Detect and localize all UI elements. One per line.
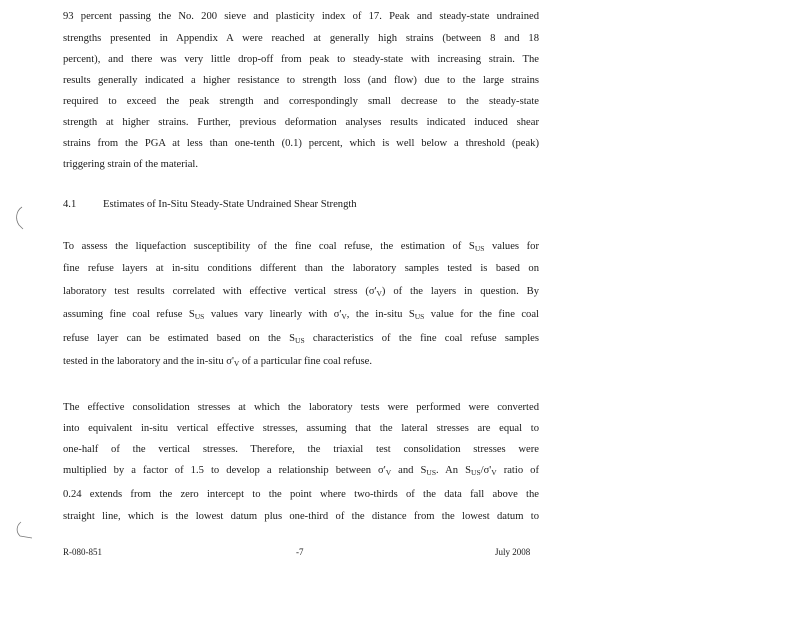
text-line: results generally indicated a higher resistance to strength loss (and flow) due to the large strains: [63, 75, 539, 86]
footer-date: July 2008: [495, 547, 531, 557]
text-line: 93 percent passing the No. 200 sieve and plasticity index of 17. Peak and steady-state undrained: [63, 11, 539, 22]
text-line: strengths presented in Appendix A were reached at generally high strains (between 8 and 18: [63, 33, 539, 44]
section-heading: [63, 198, 357, 212]
text-line: laboratory test results correlated with effective vertical stress $(\sigma'_V)$ of the layers in question. By: [63, 286, 539, 298]
text-line: To assess the liquefaction susceptibility of the fine coal refuse, the estimation of $S_{US}$ values for: [63, 241, 539, 253]
text-line: 0.24 extends from the zero intercept to the point where two-thirds of the data fall above the: [63, 489, 539, 500]
footer-document-number: R-080-851: [63, 547, 102, 557]
section-title: Estimates of In-Situ Steady-State Undrained Shear Strength: [103, 199, 357, 210]
text-line: one-half of the vertical stresses. Therefore, the triaxial test consolidation stresses were: [63, 444, 539, 455]
text-line: fine refuse layers at in-situ conditions different than the laboratory samples tested is based on: [63, 263, 539, 274]
footer-page-number: -7: [296, 547, 304, 557]
text-line: required to exceed the peak strength and correspondingly small decrease to the steady-state: [63, 96, 539, 107]
text-line: strength at higher strains. Further, previous deformation analyses results indicated induced shear: [63, 117, 539, 128]
text-line: into equivalent in-situ vertical effective stresses, assuming that the lateral stresses are equal to: [63, 423, 539, 434]
text-line: strains from the PGA at less than one-tenth (0.1) percent, which is well below a threshold (peak): [63, 138, 539, 149]
binder-hole-mark: [12, 520, 38, 542]
text-line: percent), and there was very little drop-off from peak to steady-state with increasing strain. The: [63, 54, 539, 65]
text-line: triggering strain of the material.: [63, 159, 199, 170]
text-line: assuming fine coal refuse $S_{US}$ values vary linearly with $\sigma'_V$, the in-situ $S_{US}$ value for the fine coal: [63, 309, 539, 321]
text-line: refuse layer can be estimated based on the $S_{US}$ characteristics of the fine coal refuse samples: [63, 333, 539, 345]
section-number: 4.1: [63, 199, 77, 210]
text-line: straight line, which is the lowest datum plus one-third of the distance from the lowest datum to: [63, 511, 539, 522]
text-line: tested in the laboratory and the in-situ $\sigma'_V$ of a particular fine coal refuse.: [63, 356, 372, 368]
text-line: multiplied by a factor of 1.5 to develop a relationship between $\sigma'_V$ and $S_{US}$. An $S_{US}/\sigma'_V$ ratio of: [63, 465, 539, 477]
binder-hole-mark: [12, 205, 26, 231]
text-line: The effective consolidation stresses at which the laboratory tests were performed were converted: [63, 402, 539, 413]
